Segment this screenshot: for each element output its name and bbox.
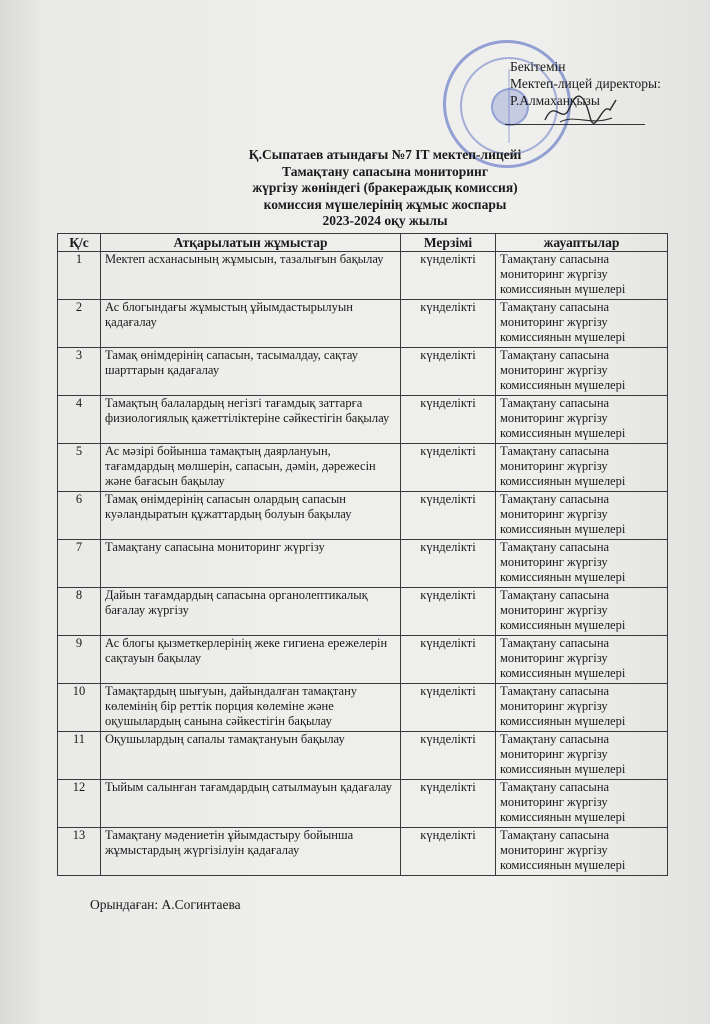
- row-number: 9: [58, 636, 101, 684]
- row-term: күнделікті: [401, 252, 496, 300]
- row-task: Тыйым салынған тағамдардың сатылмауын қадағалау: [101, 780, 401, 828]
- row-responsible: Тамақтану сапасына мониторинг жүргізу комиссиянын мүшелері: [496, 588, 668, 636]
- row-term: күнделікті: [401, 732, 496, 780]
- row-term: күнделікті: [401, 540, 496, 588]
- table-row: [58, 588, 668, 636]
- table-header-row: [58, 234, 668, 252]
- table-row: [58, 732, 668, 780]
- header-number: Қ/с: [58, 234, 101, 252]
- row-responsible: Тамақтану сапасына мониторинг жүргізу комиссиянын мүшелері: [496, 780, 668, 828]
- title-line-school: Қ.Сыпатаев атындағы №7 IT мектеп-лицейі: [248, 147, 522, 162]
- row-term: күнделікті: [401, 588, 496, 636]
- table-row: [58, 396, 668, 444]
- row-number: 4: [58, 396, 101, 444]
- row-responsible: Тамақтану сапасына мониторинг жүргізу комиссиянын мүшелері: [496, 444, 668, 492]
- table-row: [58, 540, 668, 588]
- title-line-2: Тамақтану сапасына мониторинг: [282, 163, 488, 179]
- title-line-4: комиссия мүшелерінің жұмыс жоспары: [263, 196, 507, 212]
- row-responsible: Тамақтану сапасына мониторинг жүргізу комиссиянын мүшелері: [496, 828, 668, 876]
- table-row: [58, 348, 668, 396]
- row-responsible: Тамақтану сапасына мониторинг жүргізу комиссиянын мүшелері: [496, 252, 668, 300]
- row-number: 1: [58, 252, 101, 300]
- row-term: күнделікті: [401, 684, 496, 732]
- row-task: Мектеп асханасының жұмысын, тазалығын бақылау: [101, 252, 401, 300]
- table-row: [58, 780, 668, 828]
- table-row: [58, 492, 668, 540]
- row-term: күнделікті: [401, 492, 496, 540]
- row-task: Тамақ өнімдерінің сапасын олардың сапасын куәландыратын құжаттардың болуын бақылау: [101, 492, 401, 540]
- row-number: 10: [58, 684, 101, 732]
- header-task: Атқарылатын жұмыстар: [101, 234, 401, 252]
- row-task: Оқушылардың сапалы тамақтануын бақылау: [101, 732, 401, 780]
- table-row: [58, 300, 668, 348]
- row-number: 3: [58, 348, 101, 396]
- row-task: Дайын тағамдардың сапасына органолептикалық бағалау жүргізу: [101, 588, 401, 636]
- row-term: күнделікті: [401, 444, 496, 492]
- row-responsible: Тамақтану сапасына мониторинг жүргізу комиссиянын мүшелері: [496, 684, 668, 732]
- row-task: Тамақтардың шығуын, дайындалған тамақтану көлемінің бір реттік порция көлеміне және оқушылардың санына сәйкестігін бақылау: [101, 684, 401, 732]
- work-plan-table: [57, 233, 668, 876]
- row-responsible: Тамақтану сапасына мониторинг жүргізу комиссиянын мүшелері: [496, 396, 668, 444]
- row-number: 2: [58, 300, 101, 348]
- header-term: Мерзімі: [401, 234, 496, 252]
- approval-name: Р.Алмаханқызы: [510, 93, 600, 108]
- row-task: Ас блогы қызметкерлерінің жеке гигиена ережелерін сақтауын бақылау: [101, 636, 401, 684]
- row-number: 6: [58, 492, 101, 540]
- prepared-by: Орындаған: А.Согинтаева: [90, 897, 241, 912]
- row-responsible: Тамақтану сапасына мониторинг жүргізу комиссиянын мүшелері: [496, 348, 668, 396]
- row-term: күнделікті: [401, 300, 496, 348]
- row-number: 7: [58, 540, 101, 588]
- row-responsible: Тамақтану сапасына мониторинг жүргізу комиссиянын мүшелері: [496, 492, 668, 540]
- table-row: [58, 828, 668, 876]
- row-responsible: Тамақтану сапасына мониторинг жүргізу комиссиянын мүшелері: [496, 732, 668, 780]
- row-term: күнделікті: [401, 636, 496, 684]
- document-title: [180, 147, 590, 230]
- title-line-year: 2023-2024 оқу жылы: [322, 213, 448, 228]
- row-task: Тамақ өнімдерінің сапасын, тасымалдау, сақтау шарттарын қадағалау: [101, 348, 401, 396]
- row-task: Тамақтың балалардың негізгі тағамдық заттарға физиологиялық қажеттіліктеріне сәйкестігін бақылау: [101, 396, 401, 444]
- row-responsible: Тамақтану сапасына мониторинг жүргізу комиссиянын мүшелері: [496, 540, 668, 588]
- row-term: күнделікті: [401, 780, 496, 828]
- approval-position: Мектеп-лицей директоры:: [510, 76, 661, 91]
- approval-heading: Бекітемін: [510, 59, 566, 74]
- row-task: Тамақтану мәдениетін ұйымдастыру бойынша жұмыстардың жүргізілуін қадағалау: [101, 828, 401, 876]
- row-number: 11: [58, 732, 101, 780]
- row-responsible: Тамақтану сапасына мониторинг жүргізу комиссиянын мүшелері: [496, 636, 668, 684]
- row-term: күнделікті: [401, 348, 496, 396]
- row-number: 5: [58, 444, 101, 492]
- row-number: 8: [58, 588, 101, 636]
- row-task: Тамақтану сапасына мониторинг жүргізу: [101, 540, 401, 588]
- table-row: [58, 252, 668, 300]
- table-row: [58, 684, 668, 732]
- signature-icon: [540, 92, 620, 132]
- header-responsible: жауаптылар: [496, 234, 668, 252]
- table-row: [58, 636, 668, 684]
- table-row: [58, 444, 668, 492]
- row-task: Ас блогындағы жұмыстың ұйымдастырылуын қадағалау: [101, 300, 401, 348]
- row-term: күнделікті: [401, 828, 496, 876]
- row-term: күнделікті: [401, 396, 496, 444]
- row-task: Ас мәзірі бойынша тамақтың даярлануын, тағамдардың мөлшерін, сапасын, дәмін, дәрежесін және бағасын бақылау: [101, 444, 401, 492]
- title-line-3: жүргізу жөніндегі (бракераждық комиссия): [252, 180, 518, 195]
- row-responsible: Тамақтану сапасына мониторинг жүргізу комиссиянын мүшелері: [496, 300, 668, 348]
- row-number: 12: [58, 780, 101, 828]
- row-number: 13: [58, 828, 101, 876]
